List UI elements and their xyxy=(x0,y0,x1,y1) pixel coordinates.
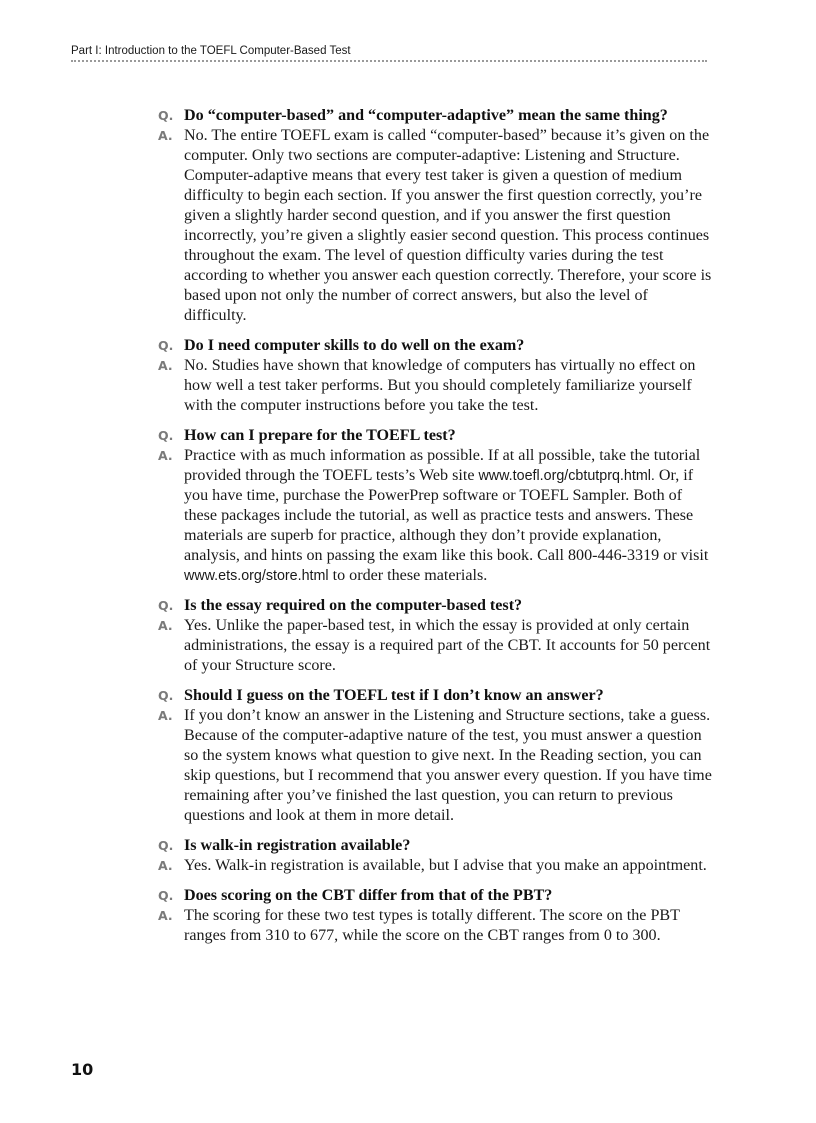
qa-item xyxy=(158,886,713,946)
question-marker: Q. xyxy=(158,688,174,703)
answer-marker: A. xyxy=(158,858,173,873)
question-text: How can I prepare for the TOEFL test? xyxy=(184,427,456,444)
answer-marker: A. xyxy=(158,128,173,143)
question-text: Do I need computer skills to do well on the exam? xyxy=(184,337,525,354)
question-marker: Q. xyxy=(158,598,174,613)
ets-store-link[interactable]: www.ets.org/store.html xyxy=(184,568,329,584)
answer-text-part: Or, if you have time, purchase the PowerPrep software or TOEFL Sampler. Both of these packages include the tutorial, as well as practice tests and answers. These materials are superb for practice, although they don’t provide explanation, analysis, and hints on passing the exam like this book. Call 800-446-3319 or visit xyxy=(184,467,709,564)
question-text: Is walk-in registration available? xyxy=(184,837,411,854)
question-marker: Q. xyxy=(158,338,174,353)
question-text: Does scoring on the CBT differ from that of the PBT? xyxy=(184,887,553,904)
question-text: Do “computer-based” and “computer-adaptive” mean the same thing? xyxy=(184,107,668,124)
question-marker: Q. xyxy=(158,888,174,903)
toefl-tutorial-link[interactable]: www.toefl.org/cbtutprq.html. xyxy=(478,468,655,484)
qa-item xyxy=(158,426,713,586)
question-marker: Q. xyxy=(158,838,174,853)
qa-item xyxy=(158,686,713,826)
answer-text: Yes. Walk-in registration is available, but I advise that you make an appointment. xyxy=(184,857,707,874)
answer-marker: A. xyxy=(158,358,173,373)
question-text: Should I guess on the TOEFL test if I don’t know an answer? xyxy=(184,687,604,704)
qa-list xyxy=(158,106,713,956)
answer-text-part: to order these materials. xyxy=(328,567,488,584)
qa-item xyxy=(158,836,713,876)
answer-marker: A. xyxy=(158,908,173,923)
question-marker: Q. xyxy=(158,428,174,443)
answer-text-part: Practice with as much information as possible. If at all possible, take the tutorial provided through the TOEFL tests’s Web site xyxy=(184,447,701,484)
page-number: 10 xyxy=(71,1060,94,1079)
answer-text: No. Studies have shown that knowledge of computers has virtually no effect on how well a test taker performs. But you should completely familiarize yourself with the computer instructions before you take the test. xyxy=(184,357,696,414)
running-head: Part I: Introduction to the TOEFL Computer-Based Test xyxy=(71,45,707,62)
answer-text xyxy=(184,446,713,586)
qa-item xyxy=(158,336,713,416)
qa-item xyxy=(158,596,713,676)
question-marker: Q. xyxy=(158,108,174,123)
answer-marker: A. xyxy=(158,708,173,723)
answer-text: If you don’t know an answer in the Listening and Structure sections, take a guess. Because of the computer-adaptive nature of the test, you must answer a question so the system knows what question to give next. In the Reading section, you can skip questions, but I recommend that you answer every question. If you have time remaining after you’ve finished the last question, you can return to previous questions and look at them in more detail. xyxy=(184,707,712,824)
answer-text: The scoring for these two test types is totally different. The score on the PBT ranges from 310 to 677, while the score on the CBT ranges from 0 to 300. xyxy=(184,907,680,944)
answer-text: Yes. Unlike the paper-based test, in which the essay is provided at only certain administrations, the essay is a required part of the CBT. It accounts for 50 percent of your Structure score. xyxy=(184,617,711,674)
answer-text: No. The entire TOEFL exam is called “computer-based” because it’s given on the computer. Only two sections are computer-adaptive: Listening and Structure. Computer-adaptive means that every test taker is given a question of medium difficulty to begin each section. If you answer the first question correctly, you’re given a slightly harder second question, and if you answer the first question incorrectly, you’re given a slightly easier second question. This process continues throughout the exam. The level of question difficulty varies during the test according to whether you answer each question correctly. Therefore, your score is based upon not only the number of correct answers, but also the level of difficulty. xyxy=(184,127,712,324)
question-text: Is the essay required on the computer-based test? xyxy=(184,597,523,614)
answer-marker: A. xyxy=(158,618,173,633)
answer-marker: A. xyxy=(158,448,173,463)
qa-item xyxy=(158,106,713,326)
